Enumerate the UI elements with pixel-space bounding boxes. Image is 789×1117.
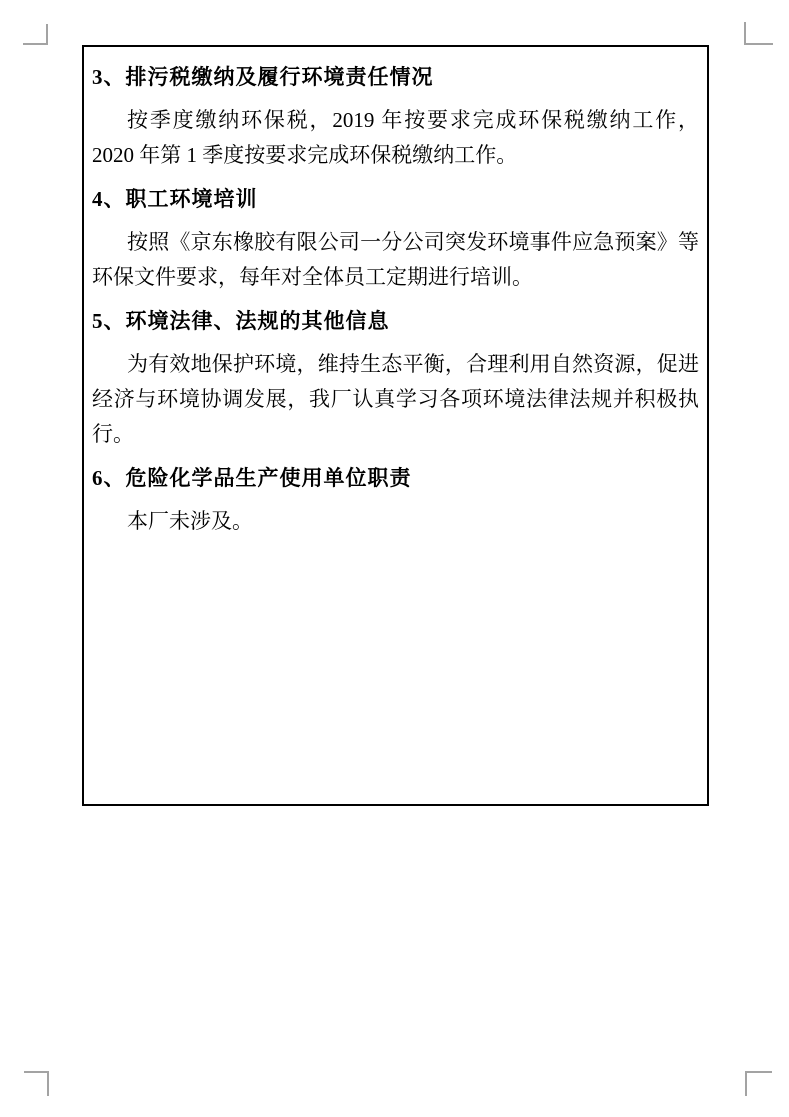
crop-mark-bottom-right-icon xyxy=(745,1071,772,1096)
section-employee-training xyxy=(92,182,699,295)
content-box xyxy=(82,45,709,806)
section-paragraph: 按季度缴纳环保税，2019 年按要求完成环保税缴纳工作，2020 年第 1 季度按要求完成环保税缴纳工作。 xyxy=(92,108,699,167)
section-paragraph: 按照《京东橡胶有限公司一分公司突发环境事件应急预案》等环保文件要求，每年对全体员工定期进行培训。 xyxy=(92,230,699,289)
section-paragraph: 为有效地保护环境，维持生态平衡，合理利用自然资源，促进经济与环境协调发展，我厂认真学习各项环境法律法规并积极执行。 xyxy=(92,352,699,446)
section-heading: 6、危险化学品生产使用单位职责 xyxy=(92,466,412,490)
crop-mark-bottom-left-icon xyxy=(24,1071,49,1096)
crop-mark-top-right-icon xyxy=(744,22,773,45)
crop-mark-top-left-icon xyxy=(23,24,48,45)
section-heading: 4、职工环境培训 xyxy=(92,187,258,211)
section-heading: 5、环境法律、法规的其他信息 xyxy=(92,309,390,333)
section-environmental-law-info xyxy=(92,304,699,452)
section-heading: 3、排污税缴纳及履行环境责任情况 xyxy=(92,65,434,89)
section-pollution-tax xyxy=(92,60,699,173)
section-paragraph: 本厂未涉及。 xyxy=(127,509,253,533)
section-hazardous-chemicals xyxy=(92,461,699,539)
